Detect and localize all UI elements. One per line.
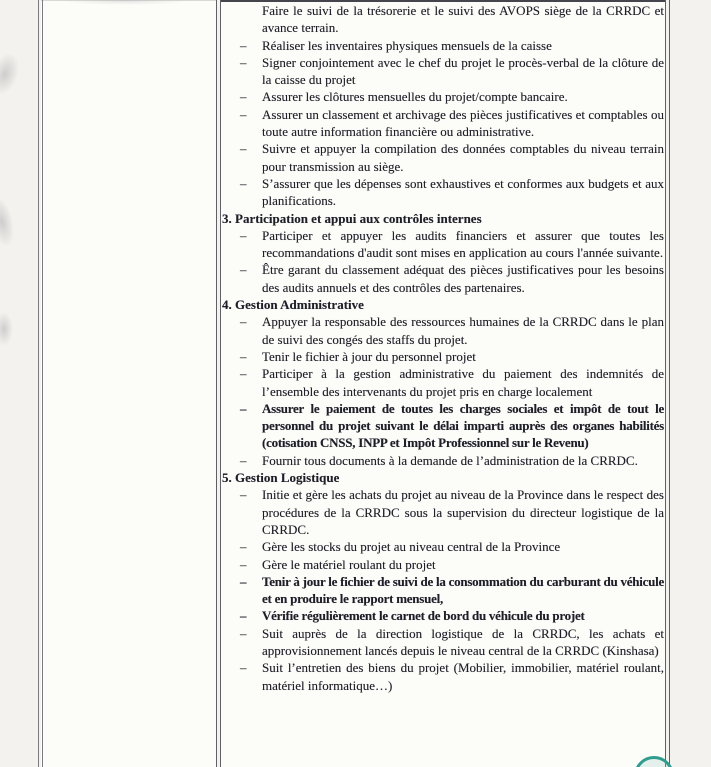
duty-item-text: Initie et gère les achats du projet au niveau de la Province dans le respect des procédures de la CRRDC sous la supervision du directeur logistique de la CRRDC.	[262, 487, 664, 537]
duty-item-text: Assurer les clôtures mensuelles du projet/compte bancaire.	[262, 89, 568, 105]
dash-bullet: –	[240, 227, 247, 243]
dash-bullet: –	[240, 262, 247, 278]
duty-item-text: Participer à la gestion administrative du paiement des indemnités de l’ensemble des intervenants du projet pris en charge localement	[262, 366, 664, 399]
duty-item	[221, 365, 665, 400]
table-border-right-line	[665, 0, 670, 767]
duty-item	[221, 261, 665, 296]
dash-bullet: –	[240, 366, 247, 382]
duty-item	[221, 625, 665, 660]
duty-item-text: Participer et appuyer les audits financiers et assurer que toutes les recommandations d'audit sont mises en application au cours l'année suivante.	[262, 227, 664, 261]
duty-item	[221, 2, 665, 37]
dash-bullet: –	[240, 452, 247, 468]
dash-bullet: –	[240, 487, 247, 503]
dash-bullet: –	[240, 175, 247, 191]
duty-item	[221, 573, 665, 608]
section-heading: 5. Gestion Logistique	[222, 470, 340, 486]
duty-item	[221, 486, 665, 538]
table-border-left-line	[38, 0, 43, 767]
duty-item-text: Faire le suivi de la trésorerie et le suivi des AVOPS siège de la CRRDC et avance terrain.	[262, 3, 664, 36]
duty-item-text: Fournir tous documents à la demande de l’administration de la CRRDC.	[262, 452, 638, 468]
section-heading: 3. Participation et appui aux contrôles internes	[222, 210, 482, 226]
duty-item	[221, 106, 665, 141]
duty-item	[221, 54, 665, 89]
section-heading: 4. Gestion Administrative	[222, 297, 364, 313]
duty-item	[221, 140, 665, 175]
dash-bullet: –	[240, 37, 247, 53]
duty-item-text: Assurer un classement et archivage des pièces justificatives et comptables ou toute autre information financière ou administrative.	[262, 106, 664, 140]
duty-item	[221, 313, 665, 348]
table-left-cell	[41, 0, 216, 767]
duty-item-text: Suit auprès de la direction logistique de la CRRDC, les achats et approvisionnement lancés depuis le niveau central de la CRRDC (Kinshasa)	[262, 625, 664, 658]
dash-bullet: –	[240, 348, 247, 364]
duty-item	[221, 88, 665, 105]
duty-item-text: Être garant du classement adéquat des pièces justificatives pour les besoins des audits annuels et des contrôles des partenaires.	[262, 262, 664, 295]
duty-item	[221, 607, 665, 624]
duty-item	[221, 37, 665, 54]
dash-bullet: –	[240, 314, 247, 330]
duty-item-text: Appuyer la responsable des ressources humaines de la CRRDC dans le plan de suivi des congés des staffs du projet.	[262, 314, 664, 347]
duty-item	[221, 452, 665, 469]
duty-item-text: Suivre et appuyer la compilation des données comptables du niveau terrain pour transmission au siège.	[262, 141, 664, 174]
duty-item	[221, 175, 665, 210]
duty-item-text: Gère le matériel roulant du projet	[262, 556, 436, 572]
dash-bullet: –	[240, 608, 247, 624]
dash-bullet: –	[240, 54, 247, 70]
duties-list	[221, 2, 665, 694]
duty-item-text: Réaliser les inventaires physiques mensuels de la caisse	[262, 37, 552, 53]
duty-item-text: Tenir à jour le fichier de suivi de la consommation du carburant du véhicule et en produire le rapport mensuel,	[262, 573, 664, 607]
duty-item	[221, 400, 665, 452]
duty-item	[221, 227, 665, 262]
scan-smudge	[0, 194, 18, 249]
duty-item-text: S’assurer que les dépenses sont exhaustives et conformes aux budgets et aux planifications.	[262, 175, 664, 209]
duty-item-text: Vérifie régulièrement le carnet de bord du véhicule du projet	[262, 608, 585, 624]
duty-item	[221, 538, 665, 555]
scan-smudge	[0, 312, 13, 346]
dash-bullet: –	[240, 573, 247, 589]
dash-bullet: –	[240, 556, 247, 572]
dash-bullet: –	[240, 141, 247, 157]
duty-item-text: Assurer le paiement de toutes les charges sociales et impôt de tout le personnel du projet suivant le délai imparti auprès des organes habilités (cotisation CNSS, INPP et Impôt Professionnel sur le Revenu)	[262, 400, 664, 451]
dash-bullet: –	[240, 539, 247, 555]
dash-bullet: –	[240, 625, 247, 641]
dash-bullet: –	[240, 106, 247, 122]
scan-smudge	[0, 49, 25, 99]
dash-bullet: –	[240, 89, 247, 105]
dash-bullet: –	[240, 400, 247, 416]
duty-item	[221, 659, 665, 694]
duty-item-text: Gère les stocks du projet au niveau central de la Province	[262, 539, 561, 555]
duty-item-text: Tenir le fichier à jour du personnel projet	[262, 348, 476, 364]
duty-item-text: Suit l’entretien des biens du projet (Mobilier, immobilier, matériel roulant, matériel informatique…)	[262, 660, 664, 693]
duty-item	[221, 556, 665, 573]
dash-bullet: –	[240, 660, 247, 676]
duty-item-text: Signer conjointement avec le chef du projet le procès-verbal de la clôture de la caisse du projet	[262, 54, 664, 88]
duty-item	[221, 348, 665, 365]
